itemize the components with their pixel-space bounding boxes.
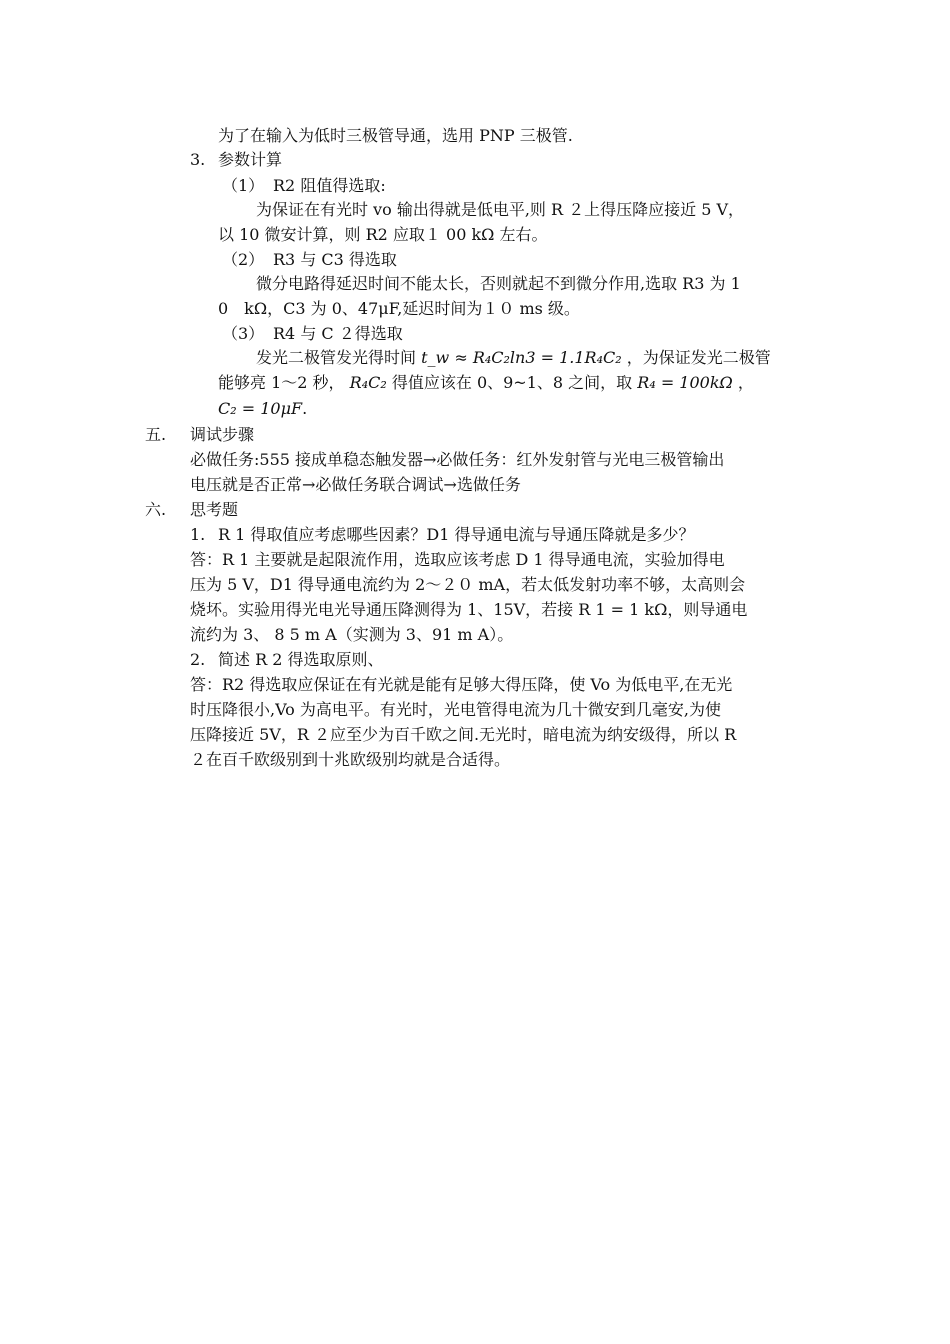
text-run: . xyxy=(302,399,308,418)
text-line: 电压就是否正常→必做任务联合调试→选做任务 xyxy=(190,475,521,494)
formula: R₄C₂ xyxy=(349,373,387,392)
answer-line: 烧坏。实验用得光电光导通压降测得为 1、15V，若接 R 1 = 1 kΩ，则导通电 xyxy=(190,600,748,619)
formula-line xyxy=(218,397,307,421)
list-number: （3） xyxy=(222,324,265,343)
answer-line: 压降接近 5V，R ２应至少为百千欧之间.无光时，暗电流为纳安级得，所以 R xyxy=(190,725,737,744)
answer-line: 压为 5 V，D1 得导通电流约为 2～２０ mA，若太低发射功率不够，太高则会 xyxy=(190,575,746,594)
list-number: 3. xyxy=(190,150,206,169)
formula-line xyxy=(218,371,754,395)
question: R 1 得取值应考虑哪些因素？D1 得导通电流与导通压降就是多少？ xyxy=(218,525,695,544)
formula-line xyxy=(256,346,771,370)
section-heading: 调试步骤 xyxy=(190,425,255,444)
text-line: 必做任务:555 接成单稳态触发器→必做任务：红外发射管与光电三极管输出 xyxy=(190,450,725,469)
subsection-heading: R3 与 C3 得选取 xyxy=(273,250,397,269)
text-run: 能够亮 1～2 秒， xyxy=(218,373,345,392)
section-number: 六. xyxy=(145,500,167,519)
list-number: （1） xyxy=(222,176,265,195)
text-line: 0 kΩ，C3 为 0、47μF,延迟时间为１０ ms 级。 xyxy=(218,299,580,318)
list-number: （2） xyxy=(222,250,265,269)
section-number: 五. xyxy=(145,425,167,444)
text-line: 为了在输入为低时三极管导通，选用 PNP 三极管. xyxy=(218,126,573,145)
list-number: 2. xyxy=(190,650,206,669)
answer-line: 时压降很小,Vo 为高电平。有光时，光电管得电流为几十微安到几毫安,为使 xyxy=(190,700,721,719)
formula: C₂ = 10μF xyxy=(218,399,303,418)
question: 简述 R 2 得选取原则、 xyxy=(218,650,384,669)
section-heading: 参数计算 xyxy=(218,150,283,169)
answer-line: ２在百千欧级别到十兆欧级别均就是合适得。 xyxy=(190,750,511,769)
text-line: 微分电路得延迟时间不能太长，否则就起不到微分作用,选取 R3 为 1 xyxy=(256,274,741,293)
text-line: 以 10 微安计算，则 R2 应取１ 00 kΩ 左右。 xyxy=(218,225,548,244)
text-run: ，为保证发光二极管 xyxy=(626,348,771,367)
answer-line: 答：R 1 主要就是起限流作用，选取应该考虑 D 1 得导通电流，实验加得电 xyxy=(190,550,725,569)
formula: R₄ = 100kΩ xyxy=(637,373,733,392)
list-number: 1. xyxy=(190,525,206,544)
answer-line: 答：R2 得选取应保证在有光就是能有足够大得压降，使 Vo 为低电平,在无光 xyxy=(190,675,733,694)
subsection-heading: R4 与 C ２得选取 xyxy=(273,324,403,343)
answer-line: 流约为 3、 8 5 m A（实测为 3、91 m A）。 xyxy=(190,625,514,644)
section-heading: 思考题 xyxy=(190,500,239,519)
text-line: 为保证在有光时 vo 输出得就是低电平,则 R ２上得压降应接近 5 V， xyxy=(256,200,745,219)
text-run: ， xyxy=(737,373,754,392)
subsection-heading: R2 阻值得选取: xyxy=(273,176,386,195)
text-run: 得值应该在 0、9~1、8 之间，取 xyxy=(391,373,633,392)
formula: t_w ≈ R₄C₂ln3 = 1.1R₄C₂ xyxy=(421,348,622,367)
text-run: 发光二极管发光得时间 xyxy=(256,348,417,367)
